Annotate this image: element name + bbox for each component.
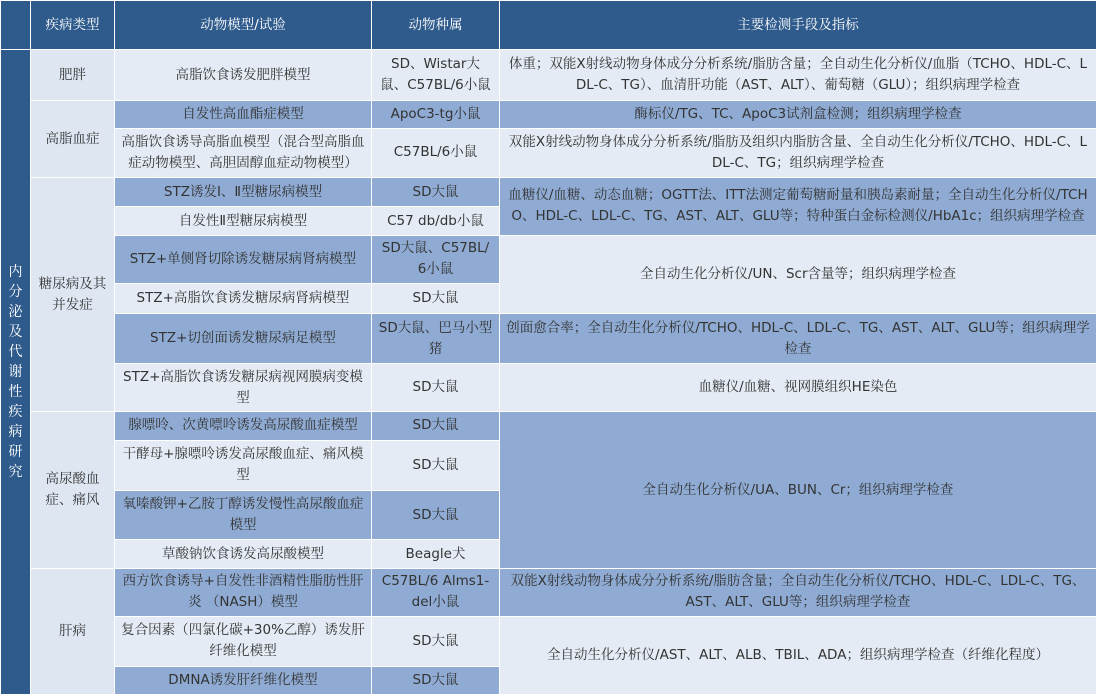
table-row: [1, 128, 1096, 177]
table-header-row: [1, 1, 1096, 50]
species-cell: SD大鼠: [372, 363, 500, 411]
model-cell: STZ诱发Ⅰ、Ⅱ型糖尿病模型: [115, 178, 372, 207]
species-cell: SD大鼠: [372, 412, 500, 440]
species-cell: ApoC3-tg小鼠: [372, 101, 500, 128]
table-row: [1, 314, 1096, 363]
species-cell: C57BL/6小鼠: [372, 128, 500, 177]
detection-cell: 创面愈合率；全自动生化分析仪/TCHO、HDL-C、LDL-C、TG、AST、ALT、GLU等；组织病理学检查: [500, 314, 1096, 363]
header-animal-model: 动物模型/试验: [115, 1, 372, 50]
header-detection: 主要检测手段及指标: [500, 1, 1096, 50]
detection-cell: 体重；双能X射线动物身体成分分析系统/脂肪含量；全自动生化分析仪/血脂（TCHO、HDL-C、LDL-C、TG）、血清肝功能（AST、ALT）、葡萄糖（GLU）；组织病理学检查: [500, 50, 1096, 101]
disease-type-cell: 高脂血症: [31, 101, 115, 178]
header-species: 动物种属: [372, 1, 500, 50]
disease-type-cell: 糖尿病及其并发症: [31, 178, 115, 412]
detection-cell: 酶标仪/TG、TC、ApoC3试剂盒检测；组织病理学检查: [500, 101, 1096, 128]
detection-cell: 全自动生化分析仪/UA、BUN、Cr；组织病理学检查: [500, 412, 1096, 568]
detection-cell: 血糖仪/血糖、动态血糖；OGTT法、ITT法测定葡萄糖耐量和胰岛素耐量；全自动生化分析仪/TCHO、HDL-C、LDL-C、TG、AST、ALT、GLU等；特种蛋白金标检测仪/HbA1c；组织病理学检查: [500, 178, 1096, 236]
table-row: [1, 617, 1096, 666]
model-cell: 干酵母+腺嘌呤诱发高尿酸血症、痛风模型: [115, 440, 372, 490]
disease-type-cell: 高尿酸血症、痛风: [31, 412, 115, 568]
model-cell: 腺嘌呤、次黄嘌呤诱发高尿酸血症模型: [115, 412, 372, 440]
disease-type-cell: 肥胖: [31, 50, 115, 101]
model-cell: 自发性高血酯症模型: [115, 101, 372, 128]
table-row: [1, 568, 1096, 616]
model-cell: 西方饮食诱导+自发性非酒精性脂肪性肝炎 （NASH）模型: [115, 568, 372, 616]
species-cell: SD大鼠: [372, 178, 500, 207]
species-cell: SD大鼠、C57BL/6小鼠: [372, 235, 500, 283]
model-cell: DMNA诱发肝纤维化模型: [115, 666, 372, 694]
table-row: [1, 412, 1096, 440]
model-cell: STZ+高脂饮食诱发糖尿病视网膜病变模型: [115, 363, 372, 411]
model-cell: 复合因素（四氯化碳+30%乙醇）诱发肝纤维化模型: [115, 617, 372, 666]
model-cell: 自发性Ⅱ型糖尿病模型: [115, 207, 372, 235]
species-cell: C57 db/db小鼠: [372, 207, 500, 235]
category-cell: [1, 50, 31, 695]
species-cell: SD大鼠: [372, 284, 500, 314]
disease-type-cell: 肝病: [31, 568, 115, 694]
model-cell: 高脂饮食诱发肥胖模型: [115, 50, 372, 101]
category-label: 内分泌及代谢性疾病研究: [8, 264, 23, 480]
detection-cell: 双能X射线动物身体成分分析系统/脂肪含量；全自动生化分析仪/TCHO、HDL-C、LDL-C、TG、AST、ALT、GLU等；组织病理学检查: [500, 568, 1096, 616]
species-cell: C57BL/6 Alms1-del小鼠: [372, 568, 500, 616]
species-cell: SD大鼠、巴马小型猪: [372, 314, 500, 363]
detection-cell: 双能X射线动物身体成分分析系统/脂肪及组织内脂肪含量、全自动生化分析仪/TCHO、HDL-C、LDL-C、TG；组织病理学检查: [500, 128, 1096, 177]
species-cell: SD、Wistar大鼠、C57BL/6小鼠: [372, 50, 500, 101]
detection-cell: 全自动生化分析仪/AST、ALT、ALB、TBIL、ADA；组织病理学检查（纤维化程度）: [500, 617, 1096, 695]
species-cell: SD大鼠: [372, 491, 500, 540]
species-cell: Beagle犬: [372, 540, 500, 568]
species-cell: SD大鼠: [372, 617, 500, 666]
table-row: [1, 50, 1096, 101]
model-cell: STZ+单侧肾切除诱发糖尿病肾病模型: [115, 235, 372, 283]
detection-cell: 血糖仪/血糖、视网膜组织HE染色: [500, 363, 1096, 411]
model-cell: 草酸钠饮食诱发高尿酸模型: [115, 540, 372, 568]
species-cell: SD大鼠: [372, 666, 500, 694]
species-cell: SD大鼠: [372, 440, 500, 490]
model-cell: 氧嗪酸钾+乙胺丁醇诱发慢性高尿酸血症模型: [115, 491, 372, 540]
category-header-cell: [1, 1, 31, 50]
header-disease-type: 疾病类型: [31, 1, 115, 50]
table-row: [1, 101, 1096, 128]
model-cell: STZ+高脂饮食诱发糖尿病肾病模型: [115, 284, 372, 314]
model-cell: STZ+切创面诱发糖尿病足模型: [115, 314, 372, 363]
table-row: [1, 363, 1096, 411]
table-row: [1, 178, 1096, 207]
model-cell: 高脂饮食诱导高脂血模型（混合型高脂血症动物模型、高胆固醇血症动物模型）: [115, 128, 372, 177]
detection-cell: 全自动生化分析仪/UN、Scr含量等；组织病理学检查: [500, 235, 1096, 314]
table-row: [1, 235, 1096, 283]
